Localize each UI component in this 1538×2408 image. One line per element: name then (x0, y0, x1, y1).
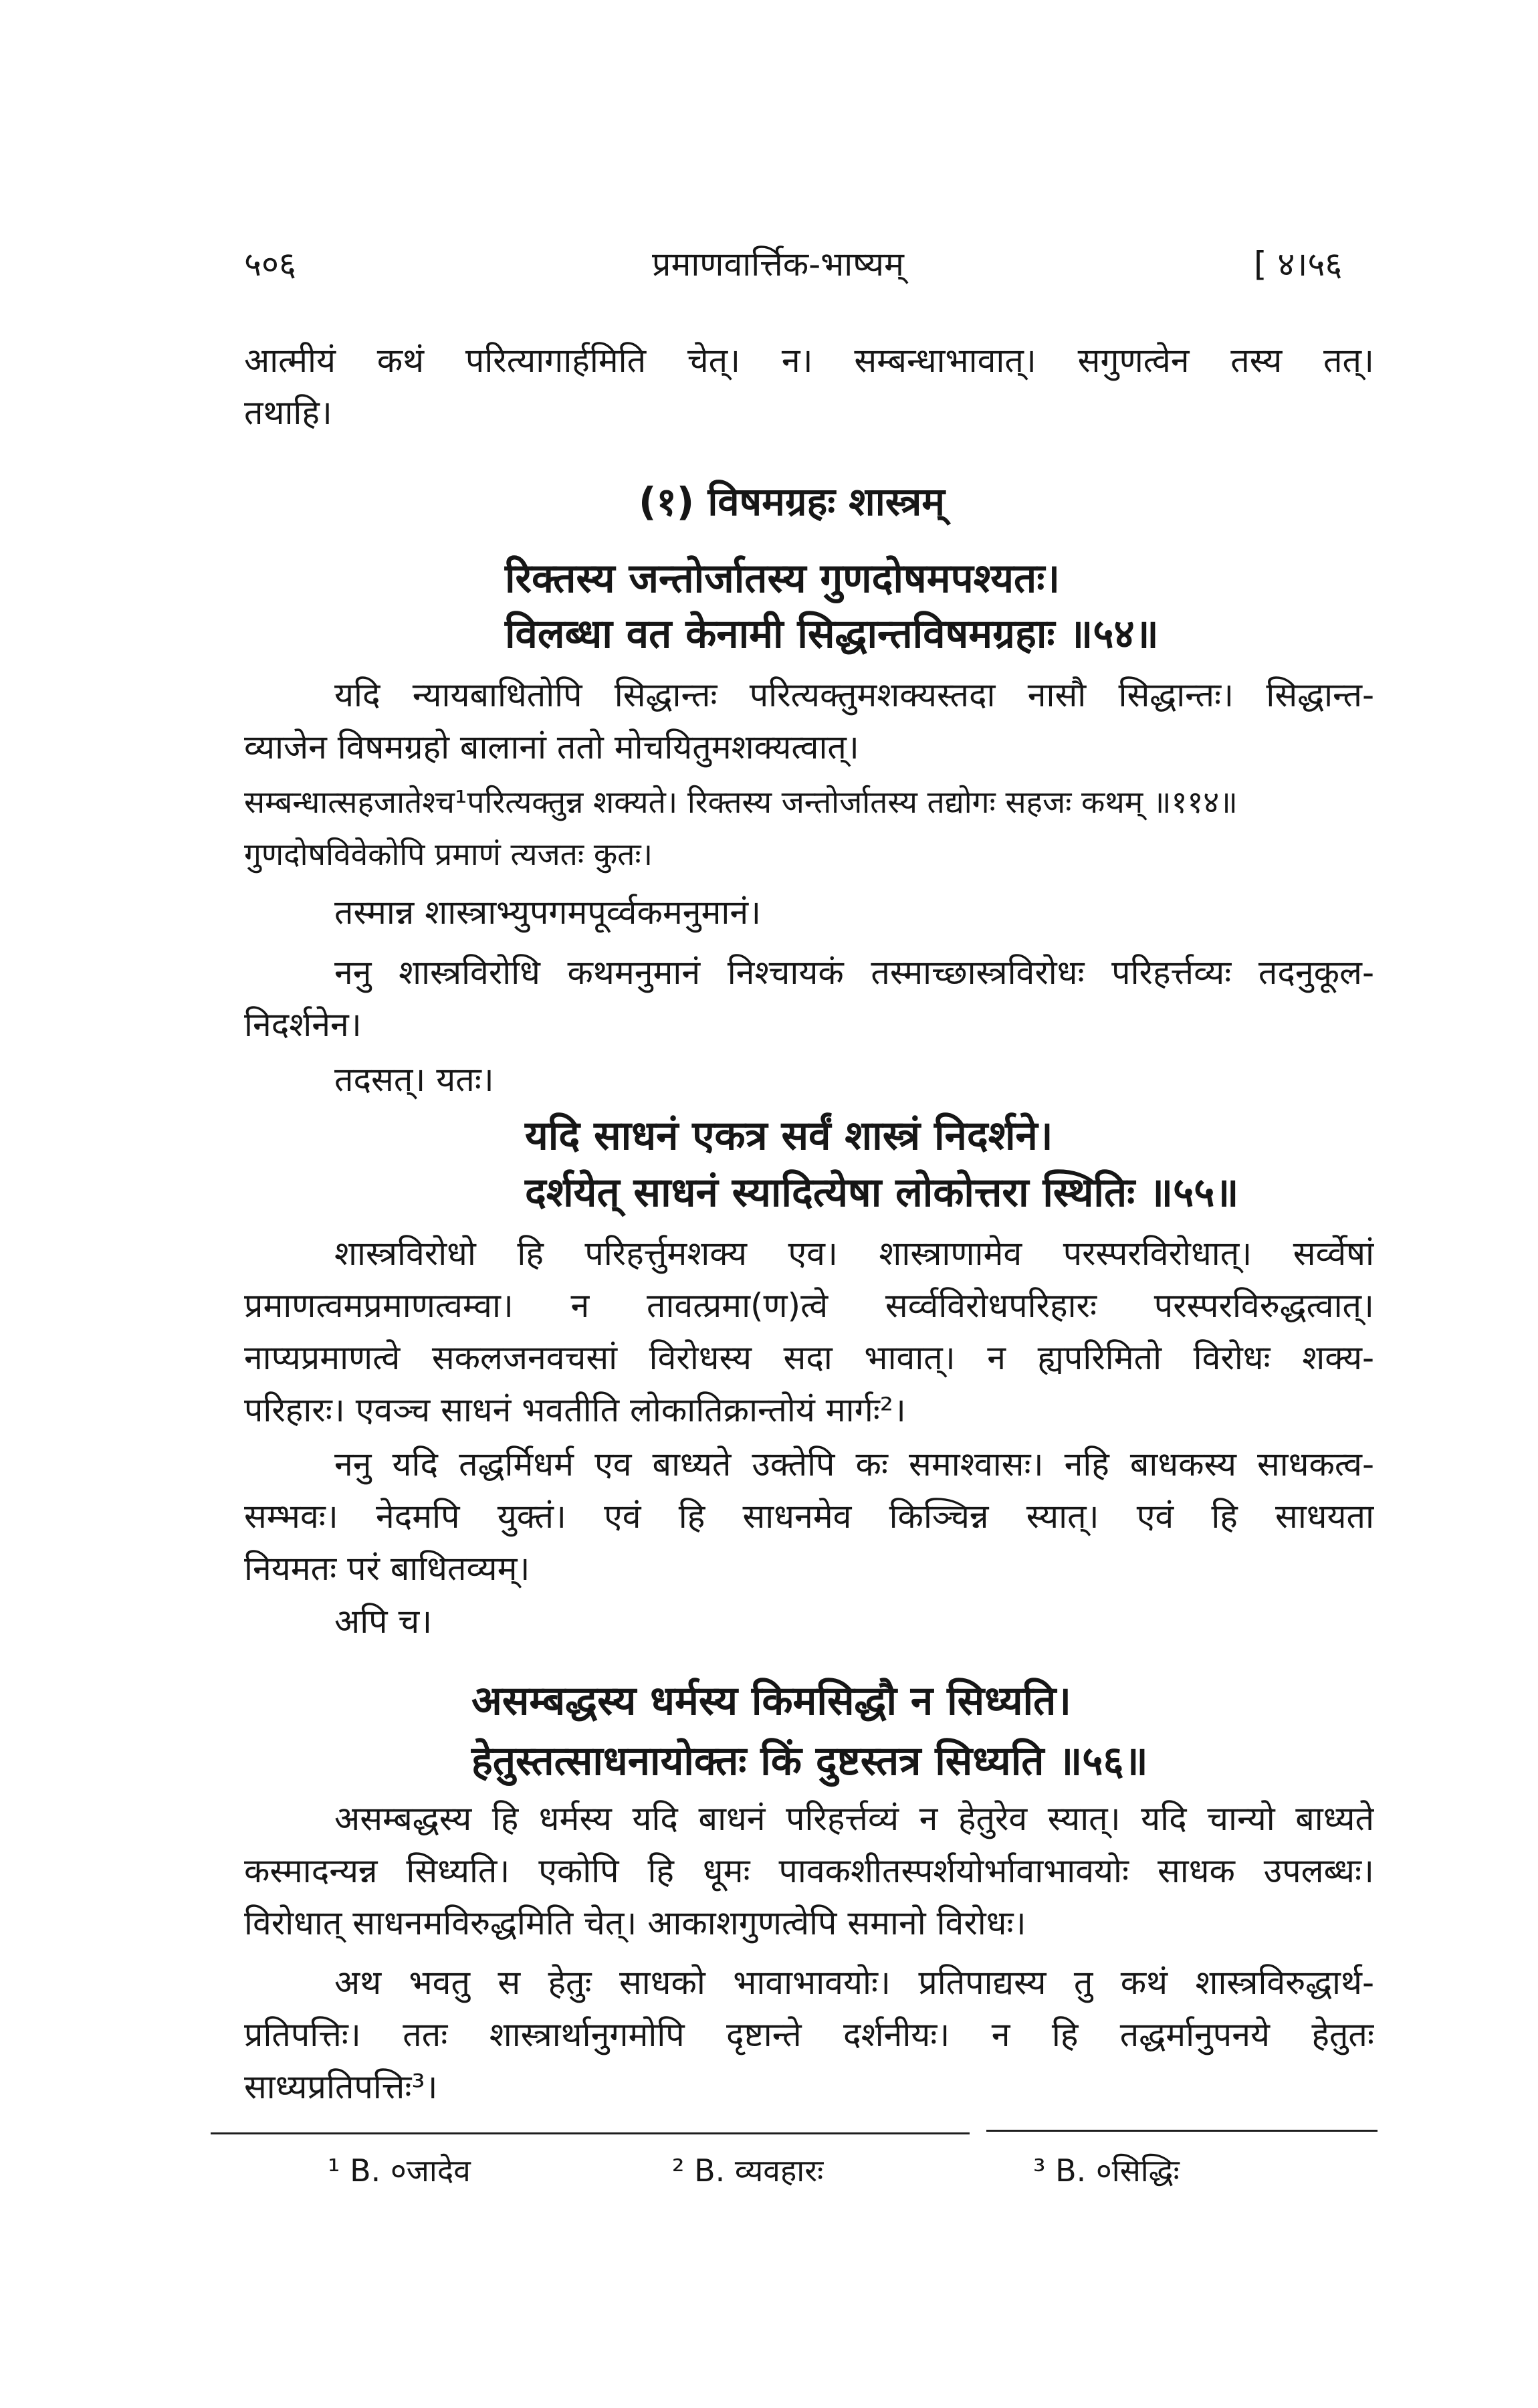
para-tadasat (244, 1054, 1374, 1106)
commentary-line: व्याजेन विषमग्रहो बालानां ततो मोचयितुमशक्यत्वात्। (244, 728, 859, 767)
commentary-line: विरोधात् साधनमविरुद्धमिति चेत्। आकाशगुणत्वेपि समानो विरोधः। (244, 1904, 1026, 1942)
paragraph-line: निदर्शनेन। (244, 1005, 362, 1044)
running-title: प्रमाणवार्त्तिक-भाष्यम् (652, 245, 904, 284)
paragraph-line: तस्मान्न शास्त्राभ्युपगमपूर्व्वकमनुमानं। (334, 893, 762, 932)
paragraph-line: ननु शास्त्रविरोधि कथमनुमानं निश्चायकं तस्माच्छास्त्रविरोधः परिहर्त्तव्यः तदनुकूल- (334, 953, 1374, 992)
footnote-3: ³ B. ०सिद्धिः (1033, 2152, 1180, 2189)
paragraph-line: अपि च। (334, 1602, 433, 1641)
commentary-55 (244, 1227, 1374, 1436)
intro-line: आत्मीयं कथं परित्यागार्हमिति चेत्। न। सम्बन्धाभावात्। सगुणत्वेन तस्य तत्। (244, 341, 1374, 380)
paragraph-line: सम्भवः। नेदमपि युक्तं। एवं हि साधनमेव किञ्चिन्न स्यात्। एवं हि साधयता (244, 1497, 1374, 1536)
paragraph-line: ननु यदि तद्धर्मिधर्म एव बाध्यते उक्तेपि कः समाश्वासः। नहि बाधकस्य साधकत्व- (334, 1445, 1374, 1484)
verse-56-line-1: असम्बद्धस्य धर्मस्य किमसिद्धौ न सिध्यति। (471, 1678, 1072, 1724)
section-heading: (१) विषमग्रहः शास्त्रम् (639, 479, 945, 524)
paragraph-line: प्रतिपत्तिः। ततः शास्त्रार्थानुगमोपि दृष्टान्ते दर्शनीयः। न हि तद्धर्मानुपनये हेतुतः (244, 2015, 1374, 2054)
small-verse-line: गुणदोषविवेकोपि प्रमाणं त्यजतः कुतः। (244, 836, 653, 872)
commentary-56 (244, 1793, 1374, 1949)
footnote-rule-left (211, 2132, 970, 2134)
paragraph-line: अथ भवतु स हेतुः साधको भावाभावयोः। प्रतिपाद्यस्य तु कथं शास्त्रविरुद्धार्थ- (334, 1963, 1374, 2002)
para-tasmat (244, 886, 1374, 938)
commentary-line: प्रमाणत्वमप्रमाणत्वम्वा। न तावत्प्रमा(ण)त्वे सर्व्वविरोधपरिहारः परस्परविरुद्धत्वात्। (244, 1286, 1374, 1325)
para-atha (244, 1956, 1374, 2113)
paragraph-line: साध्यप्रतिपत्तिः³। (244, 2068, 438, 2106)
commentary-line: यदि न्यायबाधितोपि सिद्धान्तः परित्यक्तुमशक्यस्तदा नासौ सिद्धान्तः। सिद्धान्त- (334, 676, 1374, 714)
commentary-line: नाप्यप्रमाणत्वे सकलजनवचसां विरोधस्य सदा भावात्। न ह्यपरिमितो विरोधः शक्य- (244, 1338, 1374, 1377)
verse-55-line-2: दर्शयेत् साधनं स्यादित्येषा लोकोत्तरा स्थितिः ॥५५॥ (525, 1169, 1239, 1216)
commentary-line: परिहारः। एवञ्च साधनं भवतीति लोकातिक्रान्तोयं मार्गः²। (244, 1391, 906, 1429)
verse-reference: [ ४।५६ (1254, 245, 1343, 284)
para-api-ca (244, 1595, 1374, 1647)
para-nanu-2 (244, 1438, 1374, 1595)
verse-56-line-2: हेतुस्तत्साधनायोक्तः किं दुष्टस्तत्र सिध्यति ॥५६॥ (471, 1738, 1148, 1785)
small-verse-line: सम्बन्धात्सहजातेश्च¹परित्यक्तुन्न शक्यते। रिक्तस्य जन्तोर्जातस्य तद्योगः सहजः कथम् ॥११४॥ (244, 784, 1238, 820)
commentary-line: कस्मादन्यन्न सिध्यति। एकोपि हि धूमः पावकशीतस्पर्शयोर्भावाभावयोः साधक उपलब्धः। (244, 1851, 1374, 1890)
footnote-rule-right (986, 2130, 1378, 2132)
intro-line: तथाहि। (244, 393, 332, 432)
small-verse-block (244, 776, 1374, 880)
paragraph-line: नियमतः परं बाधितव्यम्। (244, 1549, 530, 1588)
verse-54-line-2: विलब्धा वत केनामी सिद्धान्तविषमग्रहाः ॥५४॥ (505, 611, 1159, 658)
footnote-2: ² B. व्यवहारः (672, 2152, 824, 2189)
para-nanu-1 (244, 946, 1374, 1051)
verse-55-line-1: यदि साधनं एकत्र सर्वं शास्त्रं निदर्शने। (525, 1112, 1053, 1159)
commentary-line: असम्बद्धस्य हि धर्मस्य यदि बाधनं परिहर्त्तव्यं न हेतुरेव स्यात्। यदि चान्यो बाध्यते (334, 1799, 1374, 1838)
page-number: ५०६ (244, 245, 296, 284)
footnote-1: ¹ B. ०जादेव (328, 2152, 471, 2189)
paragraph-line: तदसत्। यतः। (334, 1060, 494, 1099)
commentary-line: शास्त्रविरोधो हि परिहर्त्तुमशक्य एव। शास्त्राणामेव परस्परविरोधात्। सर्व्वेषां (334, 1234, 1374, 1273)
commentary-54 (244, 669, 1374, 773)
verse-54-line-1: रिक्तस्य जन्तोर्जातस्य गुणदोषमपश्यतः। (505, 555, 1061, 602)
intro-paragraph (244, 334, 1374, 439)
